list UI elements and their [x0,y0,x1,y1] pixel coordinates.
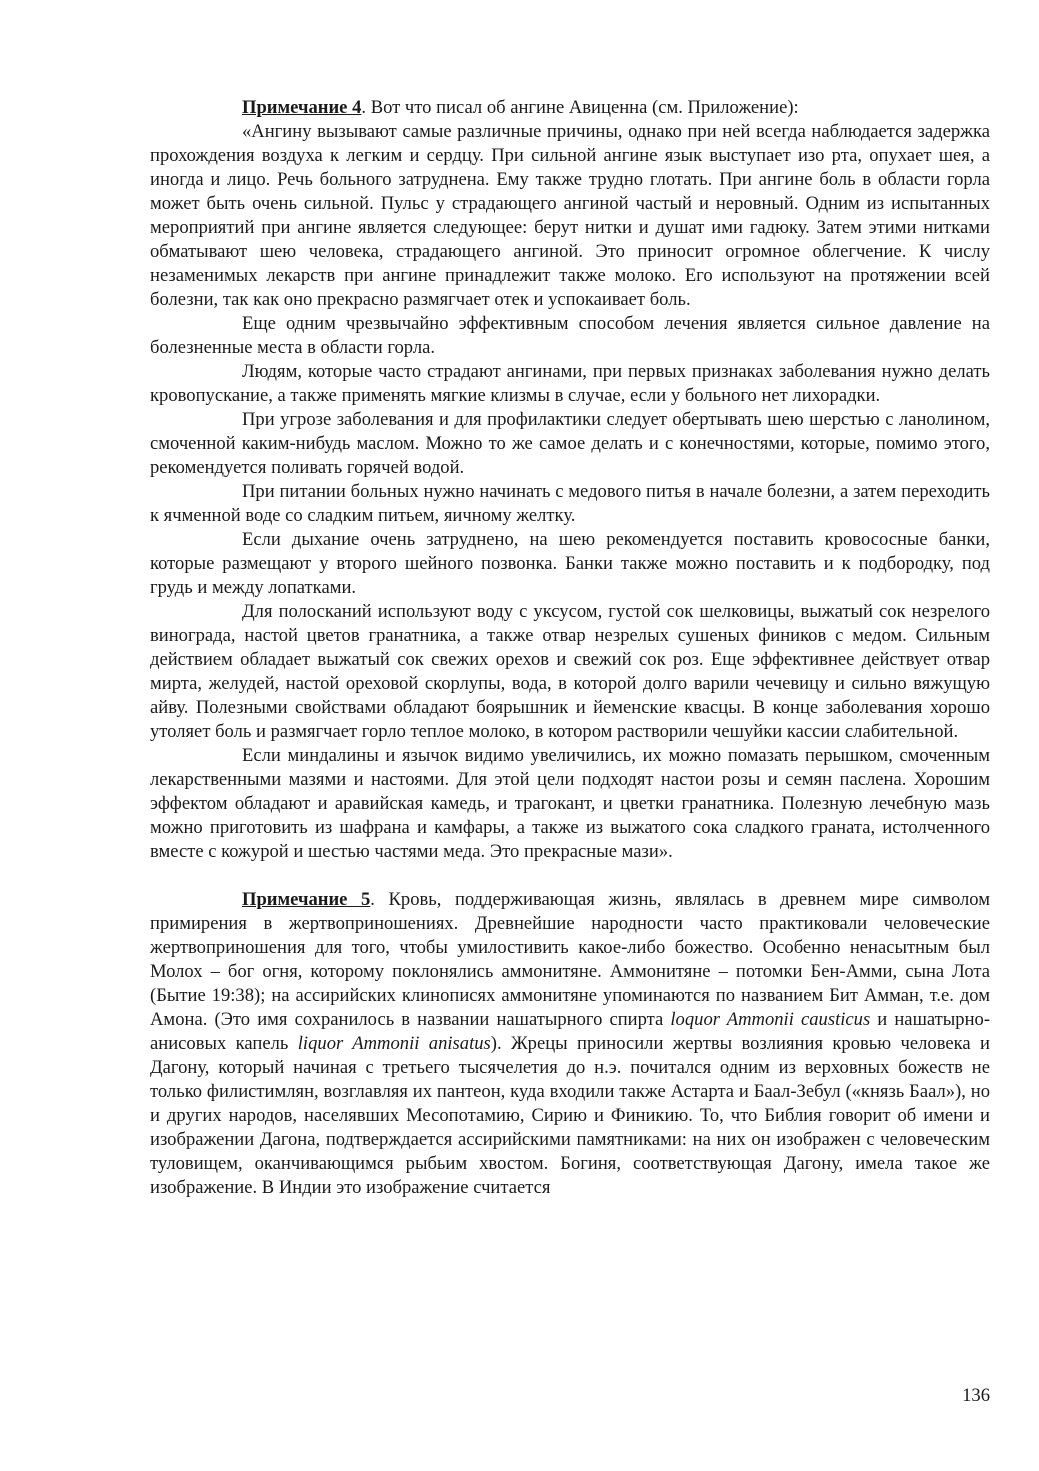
note-5-paragraph [150,888,990,1200]
note-5-text: ). Жрецы приносили жертвы возлияния кровью человека и Дагону, который начиная с третьего тысячелетия до н.э. почитался одним из верховных божеств не только филистимлян, возглавляя их пантеон, куда входили также Астарта и Баал-Зебул («князь Баал»), но и других народов, населявших Месопотамию, Сирию и Финикию. То, что Библия говорит об имени и изображении Дагона, подтверждается ассирийскими памятниками: на них он изображен с человеческим туловищем, оканчивающимся рыбьим хвостом. Богиня, соответствующая Дагону, имела такое же изображение. В Индии это изображение считается [150,1033,990,1198]
page-number: 136 [962,1385,990,1406]
note-5-text: . Кровь, поддерживающая жизнь, являлась в древнем мире символом примирения в жертвоприношениях. Древнейшие народности часто практиковали человеческие жертвоприношения для того, чтобы умилостивить какое-либо божество. Особенно ненасытным был Молох – бог огня, которому поклонялись аммонитяне. Аммонитяне – потомки Бен-Амми, сына Лота (Бытие 19:38); на ассирийских клинописях аммонитяне упоминаются по названием Бит Амман, т.е. дом Амона. (Это имя сохранилось в названии нашатырного спирта [150,889,990,1030]
latin-term: loquor Ammonii causticus [670,1009,871,1030]
note-4-paragraph: При угрозе заболевания и для профилактики следует обертывать шею шерстью с ланолином, смоченной каким-нибудь маслом. Можно то же самое делать и с конечностями, которые, помимо этого, рекомендуется поливать горячей водой. [150,409,990,478]
document-page [150,96,990,1200]
section-spacer [150,864,990,888]
note-4-paragraph: Еще одним чрезвычайно эффективным способом лечения является сильное давление на болезненные места в области горла. [150,313,990,358]
note-4-paragraph: Если дыхание очень затруднено, на шею рекомендуется поставить кровососные банки, которые размещают у второго шейного позвонка. Банки также можно поставить и к подбородку, под грудь и между лопатками. [150,529,990,598]
note-4-intro: . Вот что писал об ангине Авиценна (см. Приложение): [361,97,799,118]
note-4-paragraph: Для полосканий используют воду с уксусом, густой сок шелковицы, выжатый сок незрелого винограда, настой цветов гранатника, а также отвар незрелых сушеных фиников с медом. Сильным действием обладает выжатый сок свежих орехов и свежий сок роз. Еще эффективнее действует отвар мирта, желудей, настой ореховой скорлупы, вода, в которой долго варили чечевицу и сильно вяжущую айву. Полезными свойствами обладают боярышник и йеменские квасцы. В конце заболевания хорошо утоляет боль и размягчает горло теплое молоко, в котором растворили чешуйки кассии слабительной. [150,601,990,742]
note-4-heading-paragraph [150,96,990,120]
note-4-paragraph: «Ангину вызывают самые различные причины, однако при ней всегда наблюдается задержка прохождения воздуха к легким и сердцу. При сильной ангине язык выступает изо рта, опухает шея, а иногда и лицо. Речь больного затруднена. Ему также трудно глотать. При ангине боль в области горла может быть очень сильной. Пульс у страдающего ангиной частый и неровный. Одним из испытанных мероприятий при ангине является следующее: берут нитки и душат ими гадюку. Затем этими нитками обматывают шею человека, страдающего ангиной. Это приносит огромное облегчение. К числу незаменимых лекарств при ангине принадлежит также молоко. Его используют на протяжении всей болезни, так как оно прекрасно размягчает отек и успокаивает боль. [150,121,990,310]
note-4-paragraph: При питании больных нужно начинать с медового питья в начале болезни, а затем переходить к ячменной воде со сладким питьем, яичному желтку. [150,481,990,526]
note-4-paragraph: Людям, которые часто страдают ангинами, при первых признаках заболевания нужно делать кровопускание, а также применять мягкие клизмы в случае, если у больного нет лихорадки. [150,361,990,406]
note-5-label: Примечание 5 [242,889,371,910]
note-4-label: Примечание 4 [242,97,362,118]
latin-term: liquor Ammonii anisatus [297,1033,491,1054]
note-4-paragraph: Если миндалины и язычок видимо увеличились, их можно помазать перышком, смоченным лекарственными мазями и настоями. Для этой цели подходят настои розы и семян паслена. Хорошим эффектом обладают и аравийская камедь, и трагокант, и цветки гранатника. Полезную лечебную мазь можно приготовить из шафрана и камфары, а также из выжатого сока сладкого граната, истолченного вместе с кожурой и шестью частями меда. Это прекрасные мази». [150,745,990,862]
note-5-text: и нашатырно-анисовых капель [150,1009,991,1054]
